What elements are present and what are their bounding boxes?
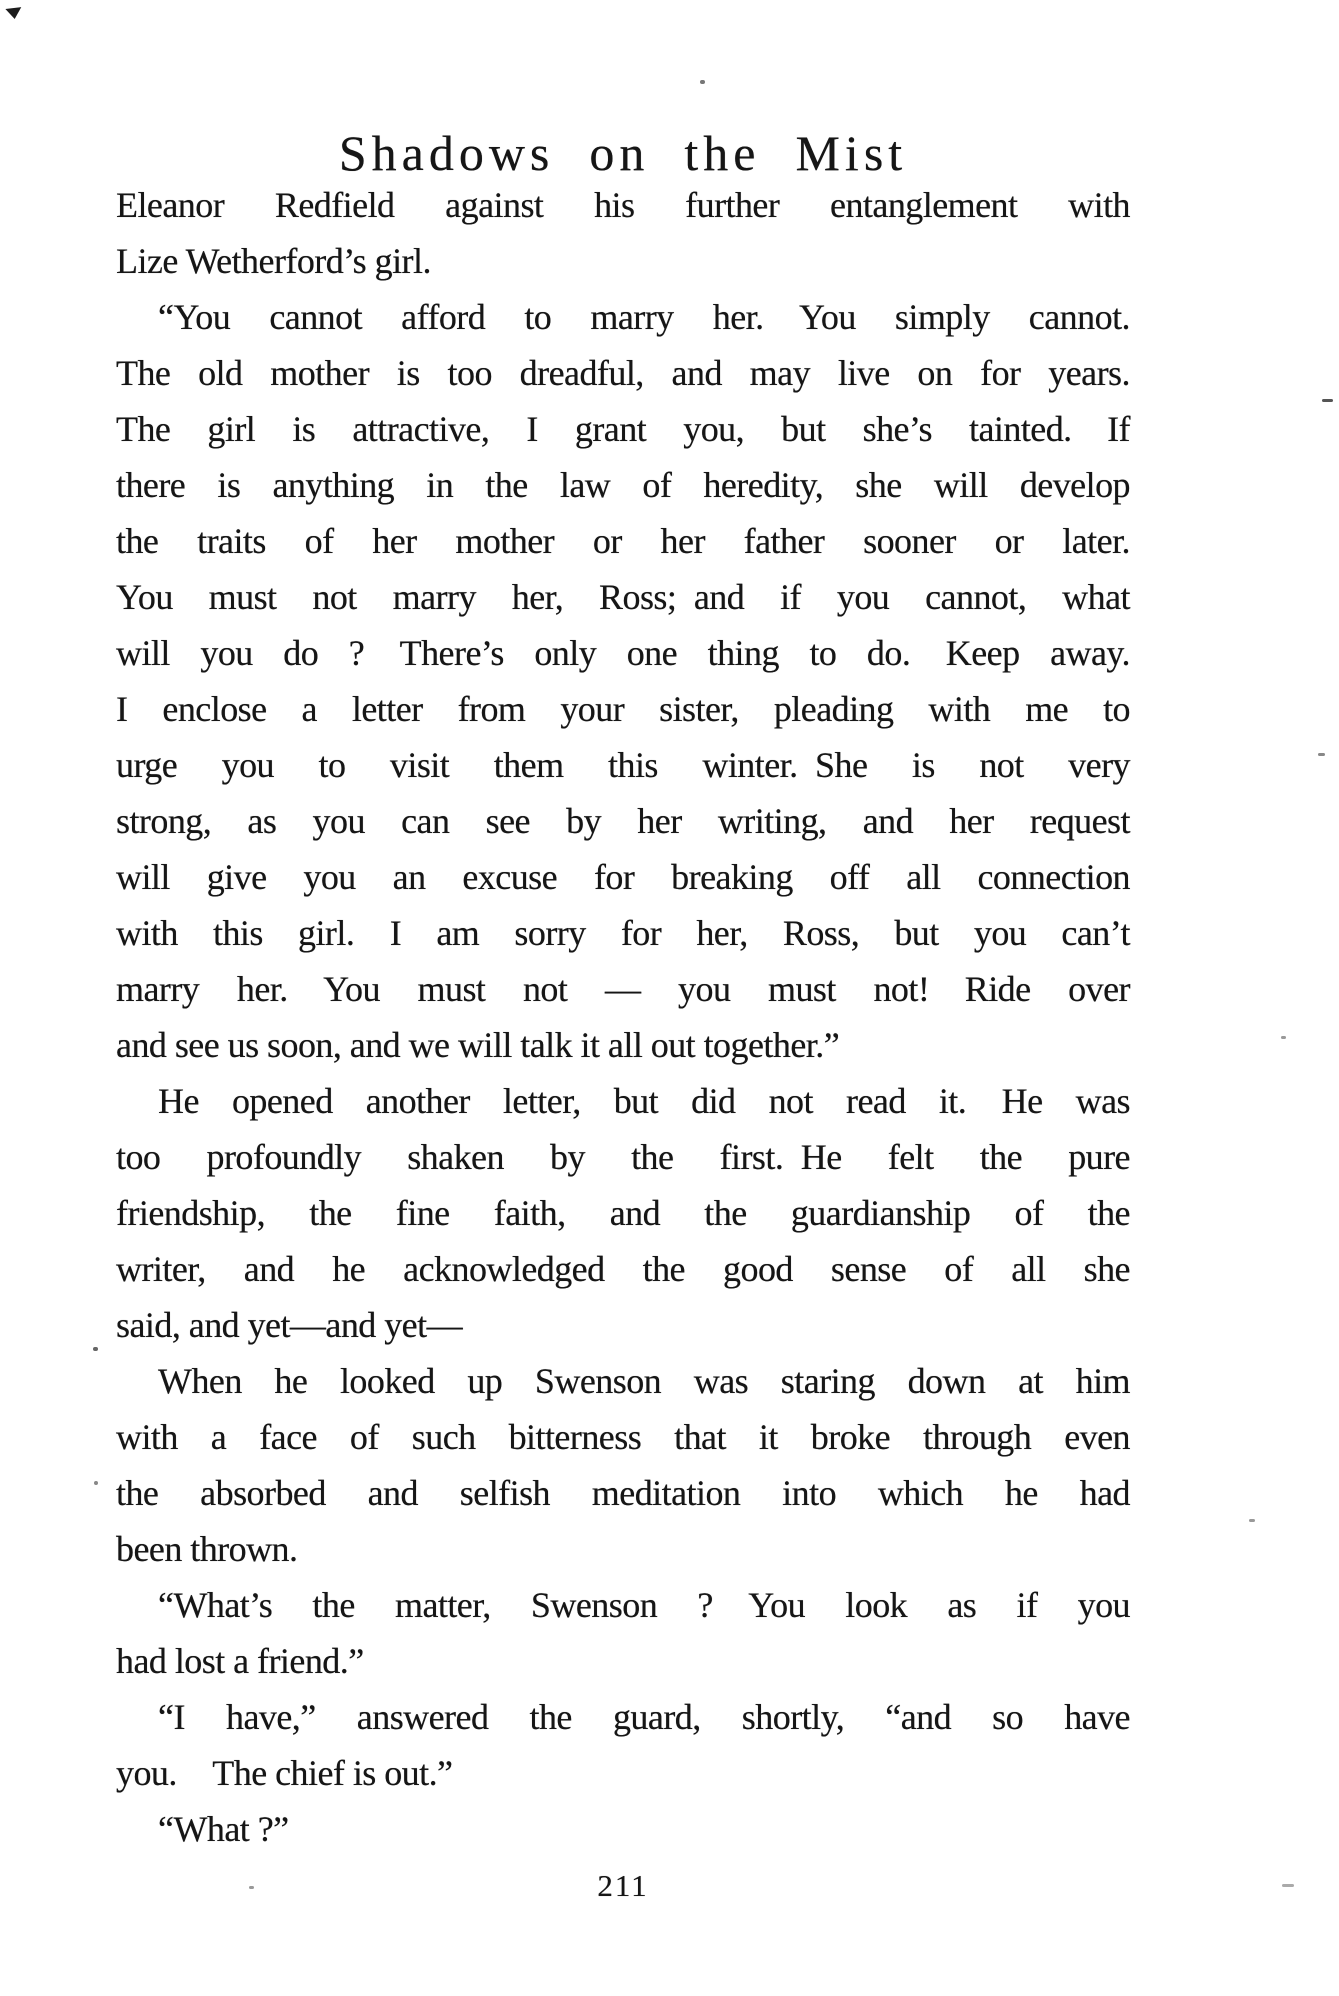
text-line: When he looked up Swenson was staring down at him — [158, 1361, 1130, 1401]
text-line: and see us soon, and we will talk it all out together.” — [116, 1025, 840, 1065]
text-line: Eleanor Redfield against his further entanglement with — [116, 185, 1130, 225]
text-line: “What ?” — [158, 1809, 289, 1849]
page-title: Shadows on the Mist — [338, 125, 908, 181]
text-line: You must not marry her, Ross; and if you cannot, what — [116, 577, 1130, 617]
scan-speck — [94, 1481, 98, 1485]
text-line: The old mother is too dreadful, and may live on for years. — [116, 353, 1130, 393]
text-line: too profoundly shaken by the first. He felt the pure — [116, 1137, 1130, 1177]
text-line: marry her. You must not — you must not! Ride over — [116, 969, 1130, 1009]
body-text — [116, 177, 1130, 1857]
text-line: the absorbed and selfish meditation into which he had — [116, 1473, 1130, 1513]
scan-speck — [249, 1886, 254, 1889]
scan-speck — [1249, 1519, 1255, 1522]
scan-speck — [1322, 399, 1333, 402]
text-line: Lize Wetherford’s girl. — [116, 241, 431, 281]
text-line: friendship, the fine faith, and the guardianship of the — [116, 1193, 1130, 1233]
text-line: “I have,” answered the guard, shortly, “and so have — [158, 1697, 1130, 1737]
text-line: said, and yet—and yet— — [116, 1305, 463, 1345]
page-number: 211 — [597, 1868, 649, 1903]
scan-speck — [1318, 753, 1325, 756]
text-line: will give you an excuse for breaking off all connection — [116, 857, 1130, 897]
text-line: The girl is attractive, I grant you, but she’s tainted. If — [116, 409, 1130, 449]
text-line: with this girl. I am sorry for her, Ross, but you can’t — [116, 913, 1130, 953]
text-line: there is anything in the law of heredity, she will develop — [116, 465, 1130, 505]
scan-speck — [93, 1347, 98, 1351]
scan-speck — [700, 80, 705, 84]
text-line: had lost a friend.” — [116, 1641, 364, 1681]
text-line: He opened another letter, but did not read it. He was — [158, 1081, 1130, 1121]
text-line: “You cannot afford to marry her. You simply cannot. — [158, 297, 1130, 337]
scan-artifact-icon — [5, 7, 22, 20]
scan-speck — [1281, 1036, 1286, 1039]
text-line: been thrown. — [116, 1529, 298, 1569]
text-line: the traits of her mother or her father sooner or later. — [116, 521, 1130, 561]
text-line: will you do ? There’s only one thing to do. Keep away. — [116, 633, 1130, 673]
text-line: strong, as you can see by her writing, and her request — [116, 801, 1130, 841]
text-line: writer, and he acknowledged the good sense of all she — [116, 1249, 1130, 1289]
text-line: urge you to visit them this winter. She is not very — [116, 745, 1130, 785]
text-line: you. The chief is out.” — [116, 1753, 453, 1793]
text-line: “What’s the matter, Swenson ? You look as if you — [158, 1585, 1130, 1625]
text-line: I enclose a letter from your sister, pleading with me to — [116, 689, 1130, 729]
scan-speck — [1282, 1884, 1294, 1887]
text-line: with a face of such bitterness that it broke through even — [116, 1417, 1130, 1457]
